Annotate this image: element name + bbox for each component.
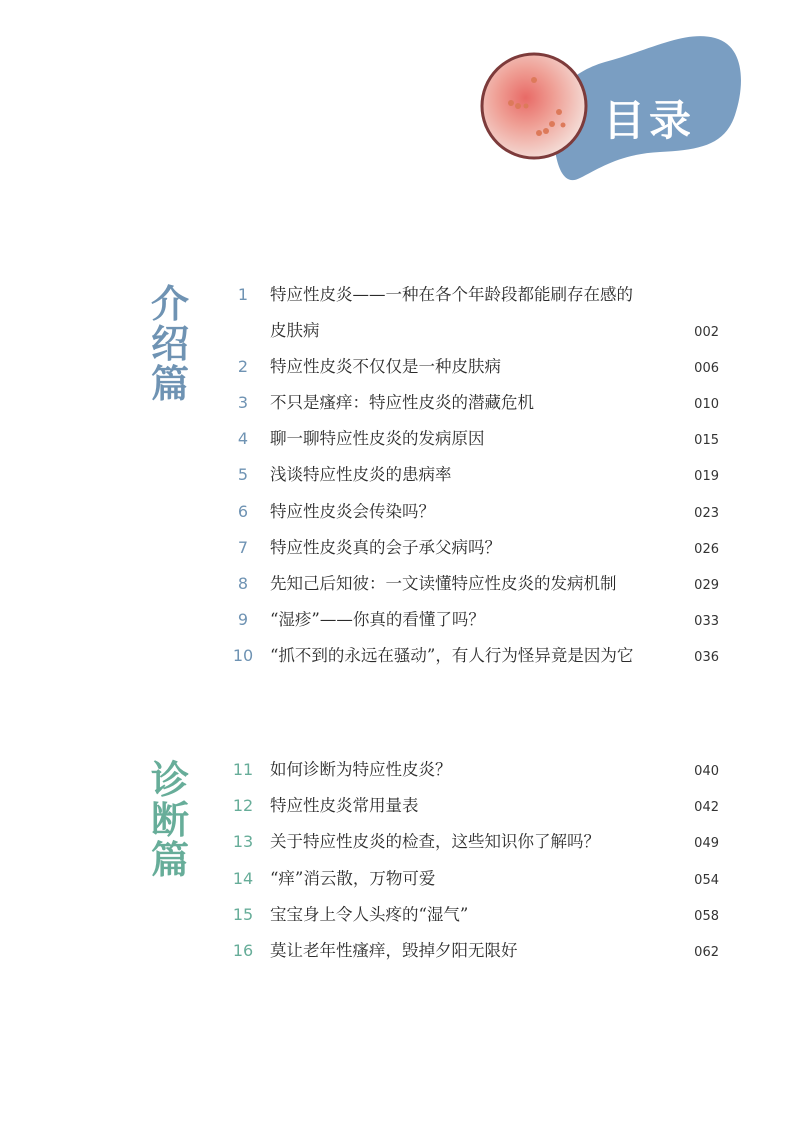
entry-number: 4	[237, 429, 249, 448]
toc-entry[interactable]	[0, 933, 800, 969]
petri-dish-icon	[482, 54, 586, 158]
entry-title: 关于特应性皮炎的检查，这些知识你了解吗？	[270, 832, 600, 851]
toc-entry[interactable]	[0, 602, 800, 638]
entry-number: 10	[232, 646, 254, 665]
page-title: 目录	[603, 96, 696, 145]
entry-title: “痒”消云散，万物可爱	[270, 869, 436, 888]
entry-number: 16	[232, 941, 254, 960]
entry-number: 15	[232, 905, 254, 924]
entry-number: 11	[232, 760, 254, 779]
toc-entry[interactable]	[0, 530, 800, 566]
entry-page: 029	[694, 578, 719, 593]
entry-page: 026	[694, 542, 719, 557]
entry-page: 058	[694, 909, 719, 924]
toc-entry[interactable]	[0, 494, 800, 530]
entry-title: “抓不到的永远在骚动”，有人行为怪异竟是因为它	[270, 646, 634, 665]
toc-entry[interactable]	[0, 861, 800, 897]
entry-title: 聊一聊特应性皮炎的发病原因	[270, 429, 485, 448]
entry-number: 3	[237, 393, 249, 412]
entry-page: 015	[694, 433, 719, 448]
entry-title: 特应性皮炎不仅仅是一种皮肤病	[270, 357, 501, 376]
entry-number: 7	[237, 538, 249, 557]
entry-title: 特应性皮炎真的会子承父病吗？	[270, 538, 501, 557]
toc-entry[interactable]	[0, 277, 800, 313]
toc-entry[interactable]	[0, 897, 800, 933]
toc-entry[interactable]	[0, 788, 800, 824]
entry-number: 2	[237, 357, 249, 376]
entry-page: 010	[694, 397, 719, 412]
section-label-intro: 介 绍 篇	[150, 282, 189, 406]
entry-number: 6	[237, 502, 249, 521]
entry-title: 特应性皮炎常用量表	[270, 796, 419, 815]
header	[0, 0, 800, 200]
entry-title: 浅谈特应性皮炎的患病率	[270, 465, 452, 484]
entry-number: 8	[237, 574, 249, 593]
toc-entry[interactable]	[0, 824, 800, 860]
entry-page: 002	[694, 325, 719, 340]
toc-entry[interactable]	[0, 638, 800, 674]
toc-entry[interactable]	[0, 566, 800, 602]
entry-page: 019	[694, 469, 719, 484]
entry-title-continued: 皮肤病	[270, 321, 320, 340]
section-label-diagnosis: 诊 断 篇	[150, 758, 189, 882]
toc-entry-continued[interactable]	[0, 313, 800, 349]
entry-number: 1	[237, 285, 249, 304]
entry-page: 049	[694, 836, 719, 851]
entry-title: 特应性皮炎会传染吗？	[270, 502, 435, 521]
toc-entry[interactable]	[0, 752, 800, 788]
entry-page: 054	[694, 873, 719, 888]
entry-number: 14	[232, 869, 254, 888]
entry-page: 040	[694, 764, 719, 779]
entry-number: 5	[237, 465, 249, 484]
entry-number: 13	[232, 832, 254, 851]
entry-page: 023	[694, 506, 719, 521]
entry-page: 062	[694, 945, 719, 960]
entry-page: 036	[694, 650, 719, 665]
toc-entry[interactable]	[0, 457, 800, 493]
entry-page: 006	[694, 361, 719, 376]
entry-title: 如何诊断为特应性皮炎？	[270, 760, 452, 779]
entry-page: 042	[694, 800, 719, 815]
entry-title: 宝宝身上令人头疼的“湿气”	[270, 905, 469, 924]
toc-entry[interactable]	[0, 385, 800, 421]
entry-title: 莫让老年性瘙痒，毁掉夕阳无限好	[270, 941, 518, 960]
entry-number: 12	[232, 796, 254, 815]
toc-entry[interactable]	[0, 421, 800, 457]
entry-title: 不只是瘙痒：特应性皮炎的潜藏危机	[270, 393, 534, 412]
entry-number: 9	[237, 610, 249, 629]
toc-entry[interactable]	[0, 349, 800, 385]
entry-title: 特应性皮炎——一种在各个年龄段都能刷存在感的	[270, 285, 633, 304]
entry-title: 先知己后知彼：一文读懂特应性皮炎的发病机制	[270, 574, 617, 593]
entry-page: 033	[694, 614, 719, 629]
entry-title: “湿疹”——你真的看懂了吗？	[270, 610, 485, 629]
